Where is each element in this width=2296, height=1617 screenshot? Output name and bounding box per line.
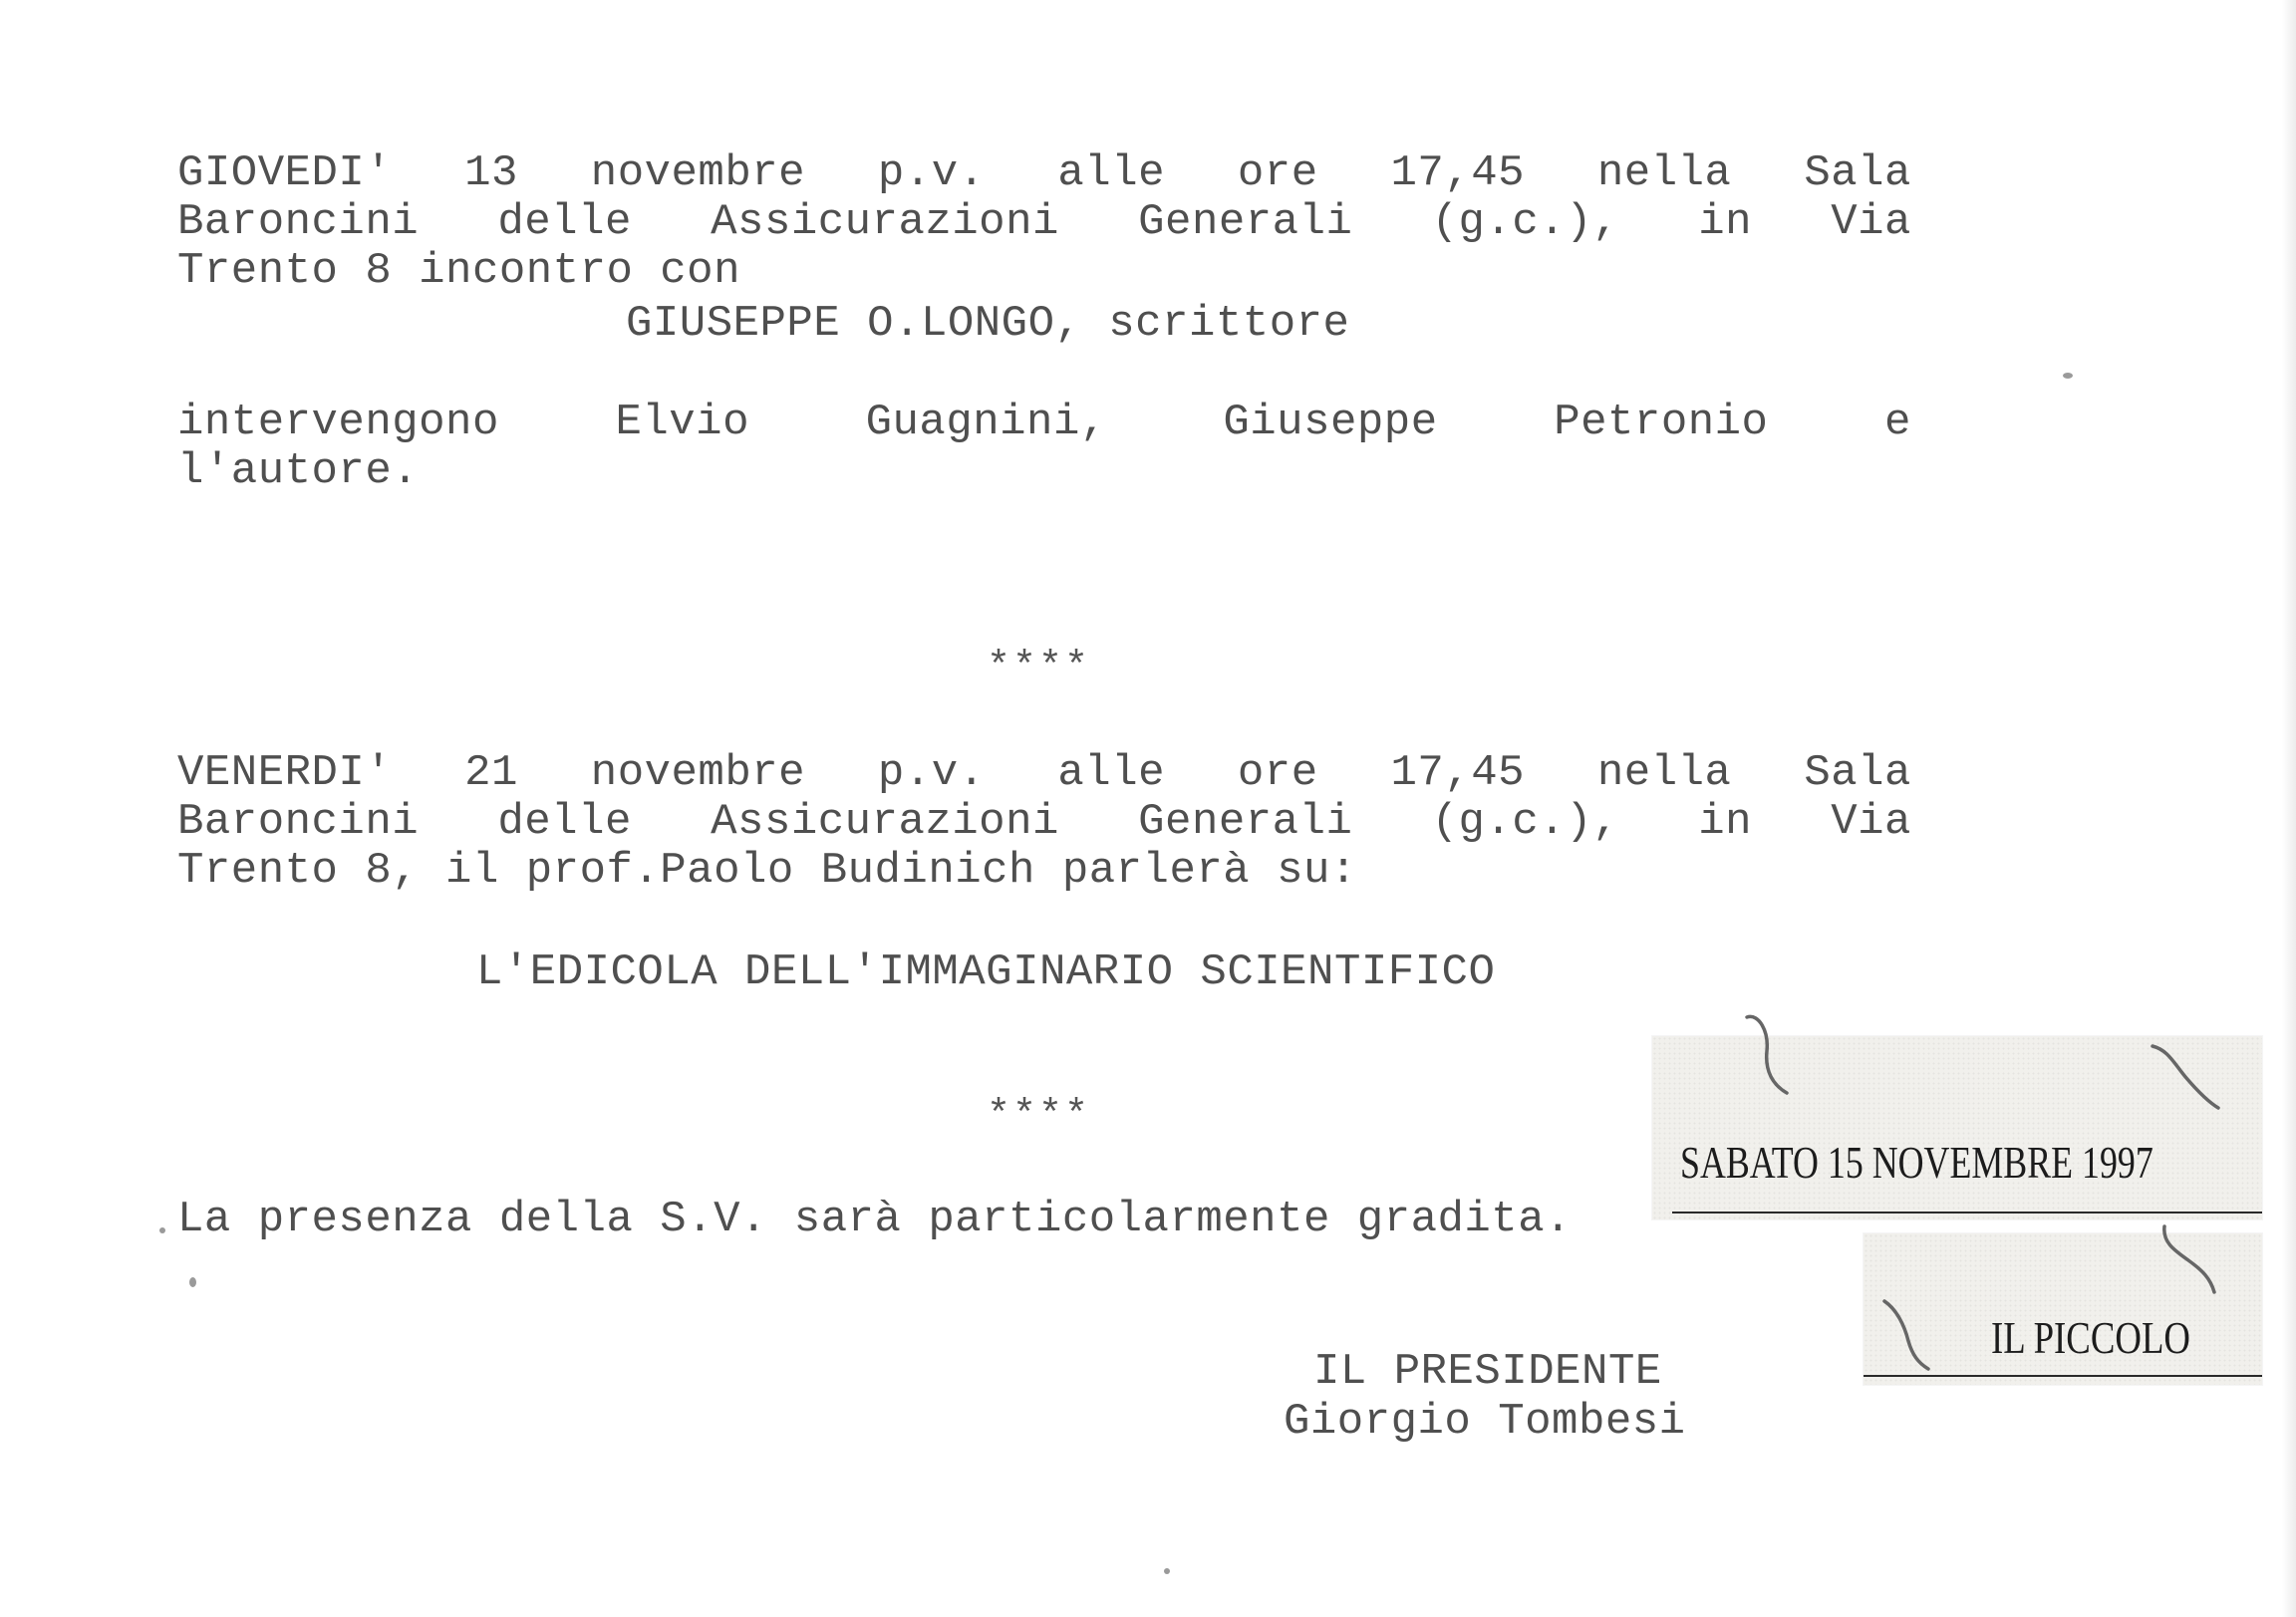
word: alle: [1057, 148, 1166, 198]
word: p.v.: [877, 748, 986, 798]
word: Via: [1831, 197, 1911, 247]
signature-title: IL PRESIDENTE: [1313, 1347, 1662, 1397]
word: in: [1698, 797, 1752, 847]
word: Assicurazioni: [711, 197, 1059, 247]
para1-line1: [177, 149, 1911, 197]
word: Sala: [1804, 748, 1911, 798]
separator-stars-2: ****: [987, 1094, 1091, 1139]
para1-line3: Trento 8 incontro con: [177, 246, 740, 296]
word: Via: [1831, 797, 1911, 847]
word: ore: [1237, 148, 1318, 198]
word: ore: [1237, 748, 1318, 798]
para3-line1: [177, 749, 1911, 797]
clipping-date-rule: [1672, 1212, 2262, 1213]
word: Assicurazioni: [711, 797, 1059, 847]
word: (g.c.),: [1431, 797, 1619, 847]
word: delle: [497, 197, 632, 247]
word: Baroncini: [177, 797, 420, 847]
closing-sentence: La presenza della S.V. sarà particolarmente gradita.: [177, 1195, 1573, 1244]
clipping-name-rule: [1864, 1375, 2262, 1377]
word: VENERDI': [177, 748, 393, 798]
word: Elvio: [615, 398, 749, 447]
signature-name: Giorgio Tombesi: [1284, 1397, 1686, 1447]
clipping-date-text: SABATO 15 NOVEMBRE 1997: [1680, 1137, 2153, 1188]
scan-edge-shadow: [2282, 0, 2296, 1617]
word: GIOVEDI': [177, 148, 393, 198]
scan-speck: [159, 1227, 165, 1233]
word: Baroncini: [177, 197, 420, 247]
scan-speck: [2063, 373, 2073, 379]
word: novembre: [590, 748, 806, 798]
word: nella: [1596, 148, 1732, 198]
para2-line1: [177, 399, 1911, 446]
word: Sala: [1804, 148, 1911, 198]
word: in: [1698, 197, 1752, 247]
para3-line2: [177, 798, 1911, 846]
lecture-topic: L'EDICOLA DELL'IMMAGINARIO SCIENTIFICO: [476, 947, 1496, 997]
word: Petronio: [1554, 398, 1769, 447]
word: 13: [464, 148, 518, 198]
para3-line3: Trento 8, il prof.Paolo Budinich parlerà su:: [177, 846, 1357, 896]
staple-icon: [1739, 1011, 1799, 1101]
word: intervengono: [177, 398, 499, 447]
word: (g.c.),: [1431, 197, 1619, 247]
word: delle: [497, 797, 632, 847]
word: 17,45: [1390, 148, 1526, 198]
staple-icon: [1878, 1295, 1938, 1375]
staple-icon: [2145, 1038, 2224, 1118]
separator-stars-1: ****: [987, 646, 1091, 690]
word: Guagnini,: [865, 398, 1107, 447]
word: nella: [1596, 748, 1732, 798]
scan-speck: [189, 1277, 196, 1287]
word: alle: [1057, 748, 1166, 798]
word: Generali: [1138, 197, 1353, 247]
para2-line2: l'autore.: [177, 446, 420, 496]
clipping-newspaper-text: IL PICCOLO: [1991, 1312, 2191, 1363]
scan-speck: [1164, 1568, 1170, 1574]
word: Generali: [1138, 797, 1353, 847]
word: 17,45: [1390, 748, 1526, 798]
staple-icon: [2154, 1220, 2224, 1300]
guest-speaker-line: GIUSEPPE O.LONGO, scrittore: [626, 299, 1350, 349]
word: p.v.: [877, 148, 986, 198]
para1-line2: [177, 198, 1911, 246]
word: 21: [464, 748, 518, 798]
word: Giuseppe: [1223, 398, 1438, 447]
word: e: [1884, 398, 1911, 447]
word: novembre: [590, 148, 806, 198]
